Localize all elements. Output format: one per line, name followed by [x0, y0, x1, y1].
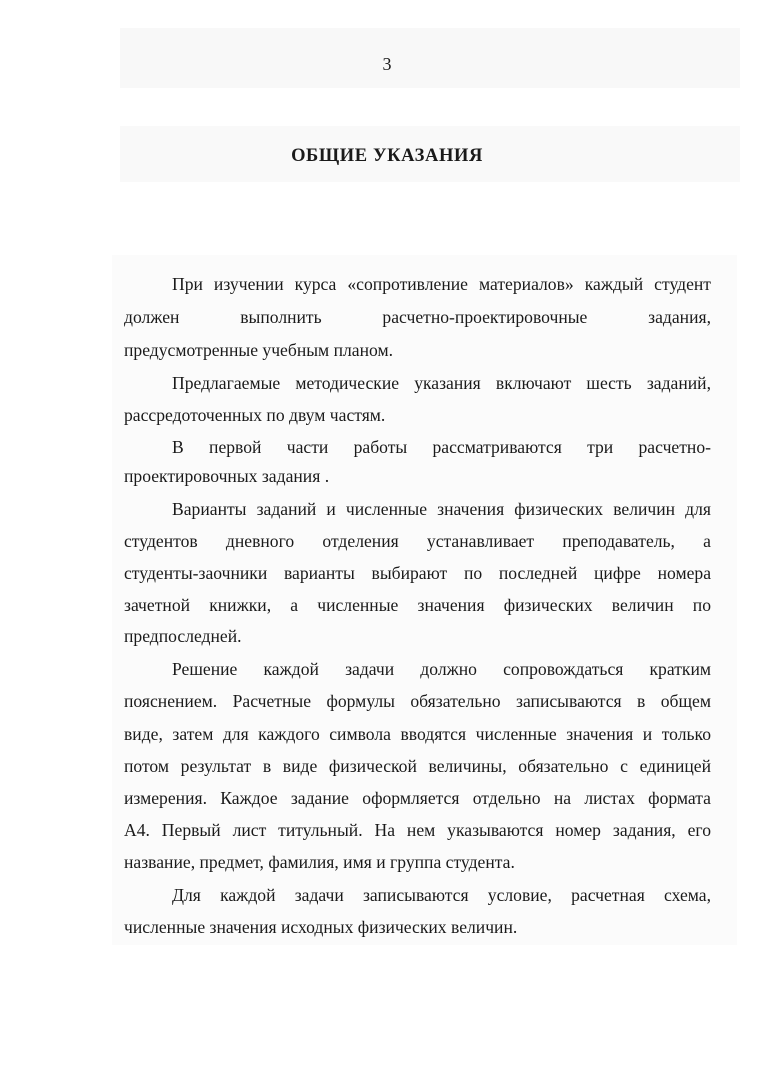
text-line: Для каждой задачи записываются условие, расчетная схема, [172, 885, 711, 905]
text-line: измерения. Каждое задание оформляется отдельно на листах формата [124, 788, 711, 808]
text-line: студентов дневного отделения устанавливает преподаватель, а [124, 531, 711, 551]
text-line: студенты-заочники варианты выбирают по последней цифре номера [124, 563, 711, 583]
text-line: название, предмет, фамилия, имя и группа студента. [124, 852, 515, 872]
text-line: Варианты заданий и численные значения физических величин для [172, 499, 711, 519]
text-line: зачетной книжки, а численные значения физических величин по [124, 595, 711, 615]
page-number: 3 [382, 54, 392, 74]
text-line: должен выполнить расчетно-проектировочные задания, [124, 307, 711, 327]
text-line: виде, затем для каждого символа вводятся численные значения и только [124, 724, 711, 744]
text-line: В первой части работы рассматриваются три расчетно- [172, 437, 711, 457]
text-line: рассредоточенных по двум частям. [124, 405, 386, 425]
text-line: численные значения исходных физических величин. [124, 917, 518, 937]
text-line: пояснением. Расчетные формулы обязательно записываются в общем [124, 691, 711, 711]
text-line: проектировочных задания . [124, 466, 330, 486]
text-line: При изучении курса «сопротивление материалов» каждый студент [172, 274, 711, 294]
section-title: ОБЩИЕ УКАЗАНИЯ [291, 146, 483, 166]
text-line: Решение каждой задачи должно сопровождаться кратким [172, 659, 711, 679]
text-line: А4. Первый лист титульный. На нем указываются номер задания, его [124, 820, 711, 840]
text-line: Предлагаемые методические указания включают шесть заданий, [172, 373, 711, 393]
text-line: потом результат в виде физической величины, обязательно с единицей [124, 756, 711, 776]
text-line: предпоследней. [124, 626, 242, 646]
text-line: предусмотренные учебным планом. [124, 340, 394, 360]
